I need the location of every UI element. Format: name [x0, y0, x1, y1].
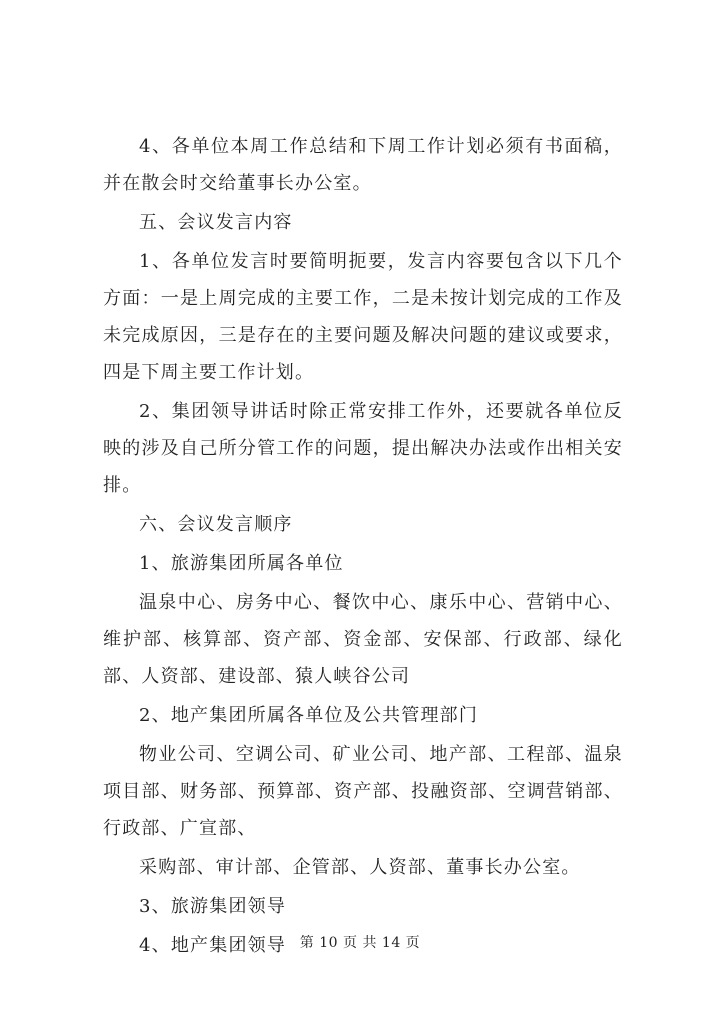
list-tourism-units: 温泉中心、房务中心、餐饮中心、康乐中心、营销中心、维护部、核算部、资产部、资金部、安保部、行政部、绿化部、人资部、建设部、猿人峡谷公司	[103, 592, 623, 687]
list-realestate-units-continued: 采购部、审计部、企管部、人资部、董事长办公室。	[139, 857, 581, 878]
paragraph-summary-submission: 4、各单位本周工作总结和下周工作计划必须有书面稿，并在散会时交给董事长办公室。	[103, 136, 623, 194]
item-realestate-units: 2、地产集团所属各单位及公共管理部门	[139, 705, 479, 726]
heading-speech-order: 六、会议发言顺序	[139, 514, 293, 535]
heading-speech-content: 五、会议发言内容	[139, 212, 293, 233]
paragraph-leader-speech: 2、集团领导讲话时除正常安排工作外，还要就各单位反映的涉及自己所分管工作的问题，提出解决办法或作出相关安排。	[103, 401, 623, 496]
page-number-footer: 第 10 页 共 14 页	[299, 935, 421, 951]
item-tourism-units: 1、旅游集团所属各单位	[139, 553, 344, 574]
item-tourism-leaders: 3、旅游集团领导	[139, 896, 287, 917]
paragraph-speech-requirements: 1、各单位发言时要简明扼要，发言内容要包含以下几个方面：一是上周完成的主要工作，二是未按计划完成的工作及未完成原因，三是存在的主要问题及解决问题的建议或要求，四是下周主要工作计划。	[103, 251, 623, 383]
list-realestate-units: 物业公司、空调公司、矿业公司、地产部、工程部、温泉项目部、财务部、预算部、资产部、投融资部、空调营销部、行政部、广宣部、	[103, 744, 623, 839]
document-body	[103, 128, 623, 964]
item-realestate-leaders: 4、地产集团领导	[139, 935, 287, 956]
